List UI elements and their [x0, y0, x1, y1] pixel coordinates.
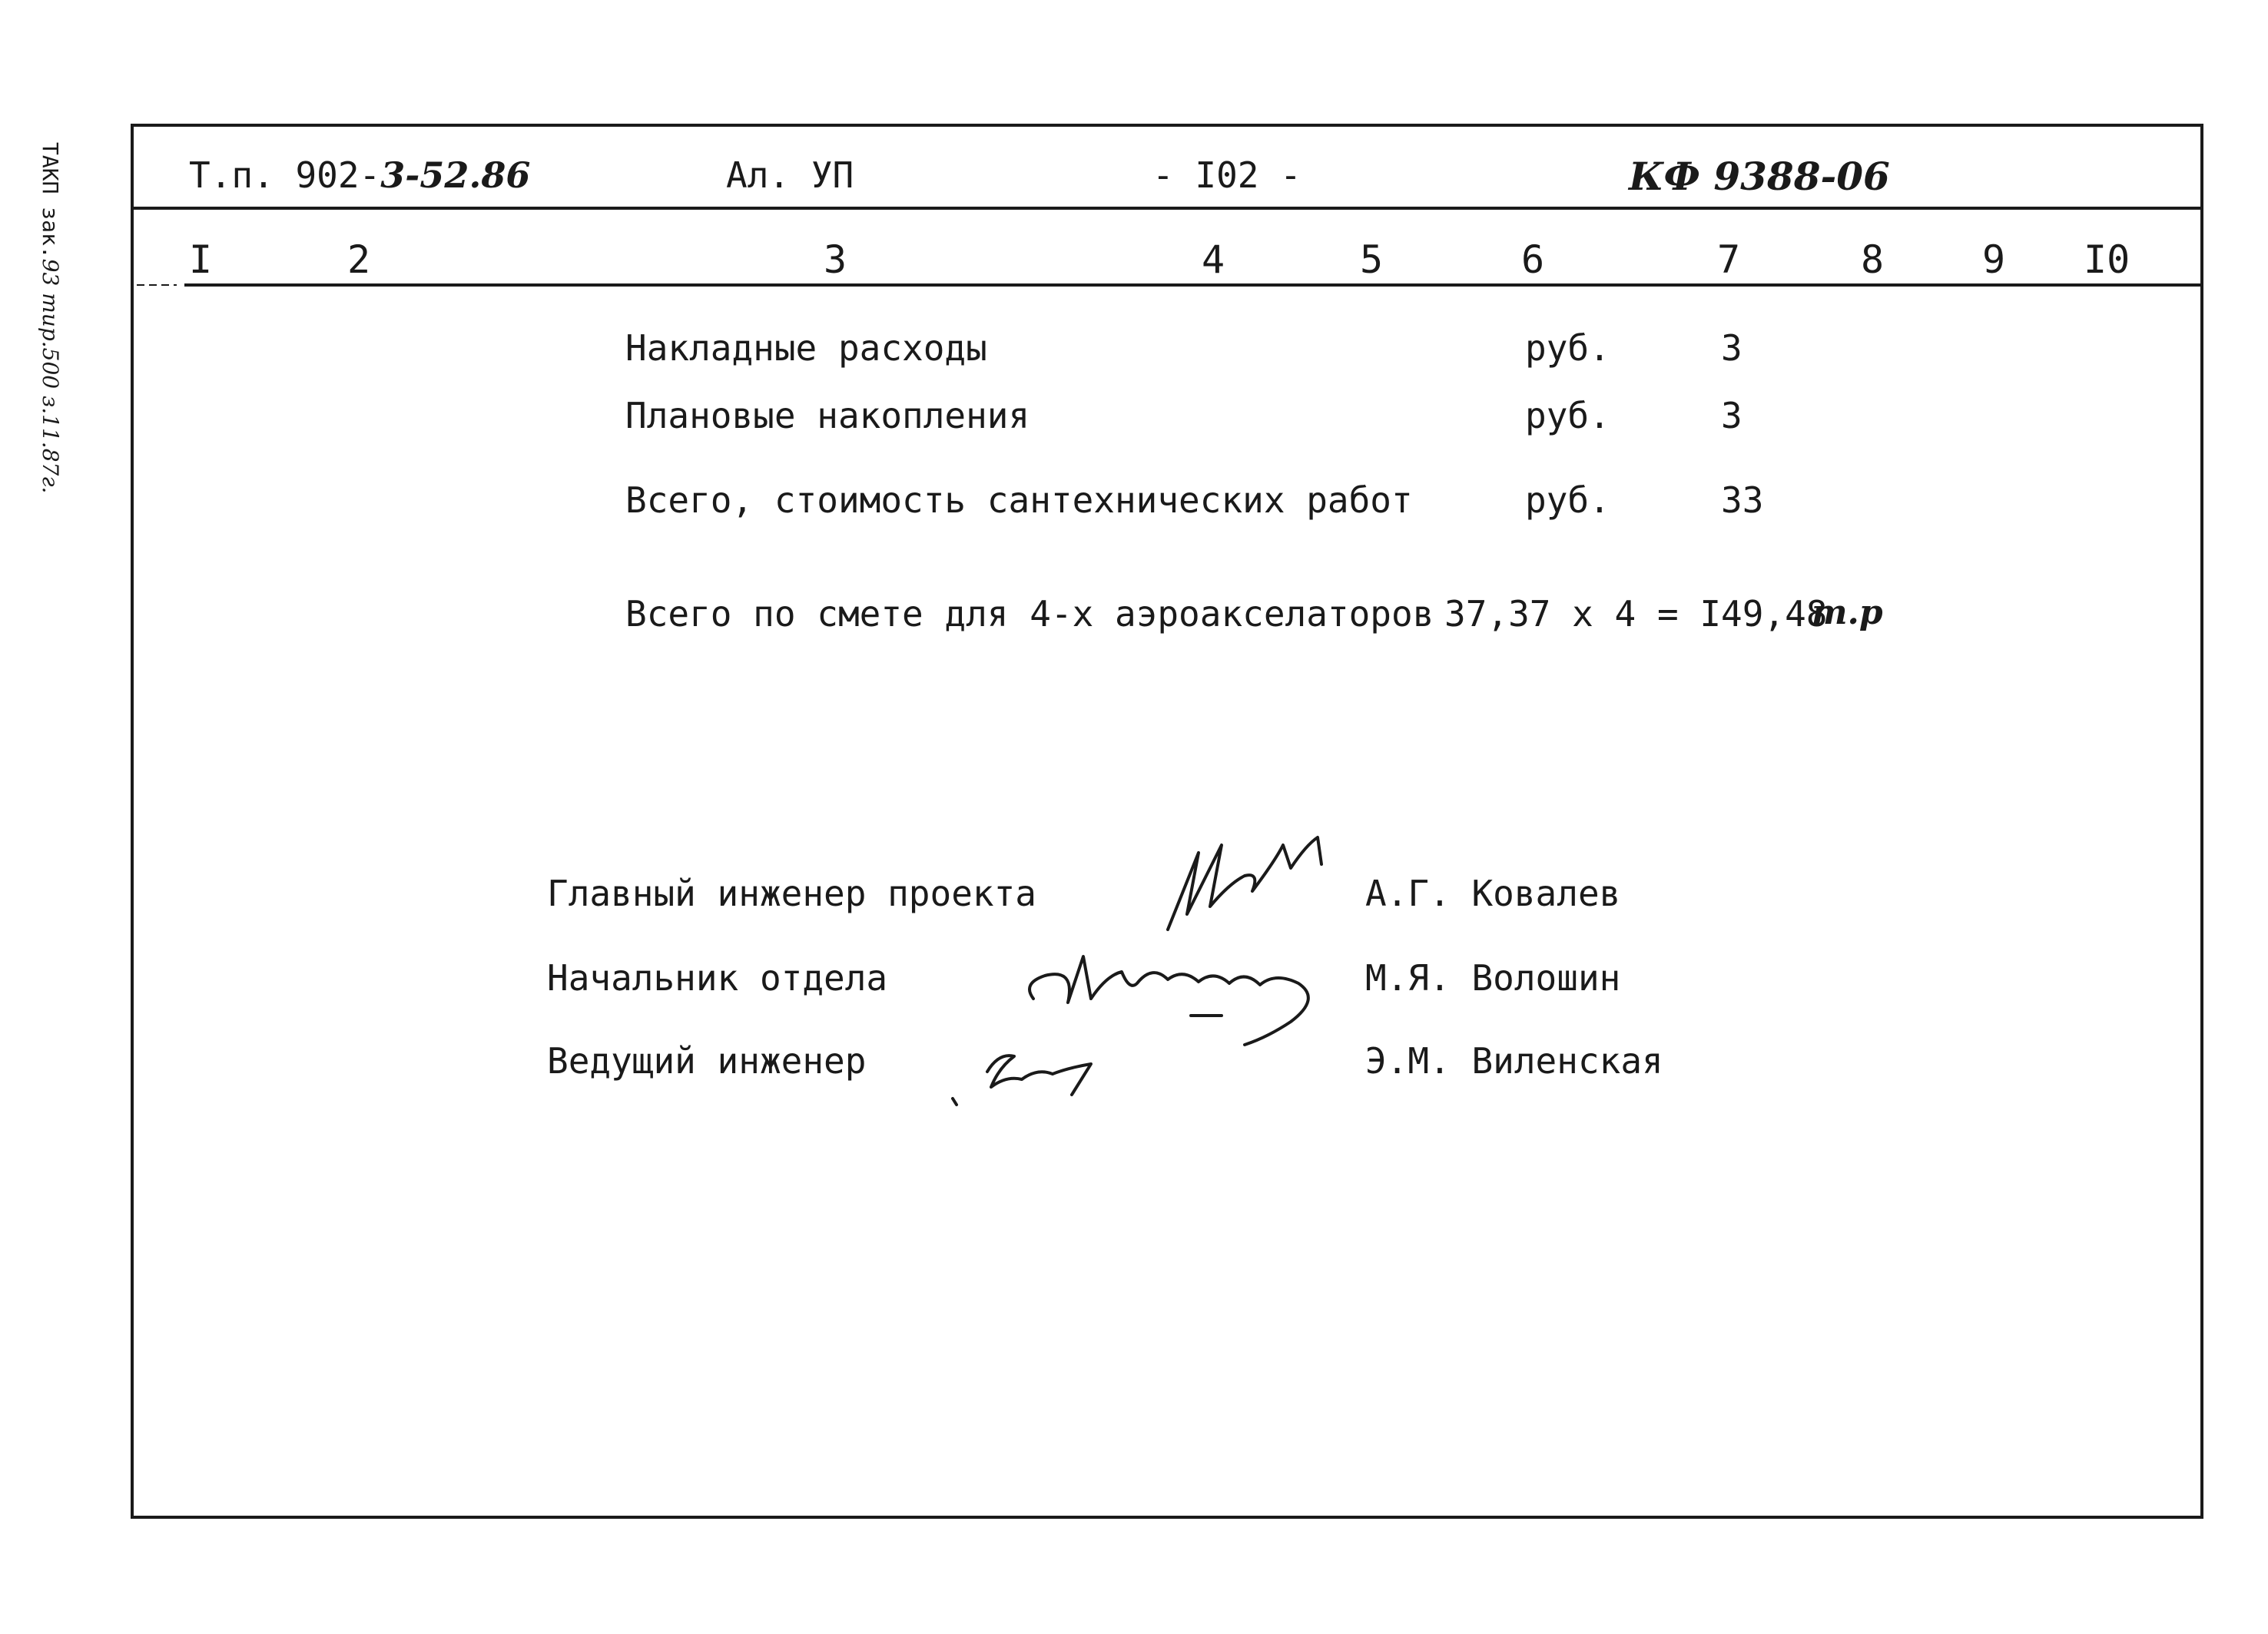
column-number: 6 [1521, 237, 1545, 282]
stamp-handwritten: 93 тир.500 з.11.87г. [38, 258, 63, 494]
row-unit: руб. [1525, 395, 1610, 436]
total-label: Всего по смете для 4-х аэроакселаторов [625, 593, 1434, 635]
row-name: Всего, стоимость сантехнических работ [625, 479, 1413, 521]
column-number: 2 [347, 237, 371, 282]
column-number: 7 [1717, 237, 1741, 282]
row-unit: руб. [1525, 327, 1610, 369]
signature-name: М.Я. Волошин [1365, 957, 1621, 999]
signature-role: Ведущий инженер [547, 1040, 867, 1082]
column-number: 5 [1360, 237, 1384, 282]
page-number: - I02 - [1152, 154, 1301, 196]
row-value: 3 [1721, 327, 1742, 369]
column-number: I [189, 237, 213, 282]
column-number: 3 [824, 237, 847, 282]
column-number: 9 [1982, 237, 2006, 282]
signature-role: Главный инженер проекта [547, 873, 1036, 914]
signature-name: Э.М. Виленская [1365, 1040, 1663, 1082]
signature-vilenskaya [953, 1056, 1091, 1105]
column-number: 8 [1861, 237, 1885, 282]
row-name: Плановые накопления [625, 395, 1030, 436]
album-label: Ал. УП [726, 154, 854, 196]
total-formula: 37,37 x 4 = I49,48 [1444, 593, 1828, 635]
document-code: КФ 9388-06 [1629, 154, 1890, 199]
column-number: I0 [2084, 237, 2130, 282]
row-value: 3 [1721, 395, 1742, 436]
row-unit: руб. [1525, 479, 1610, 521]
signature-kovalev [1168, 837, 1321, 930]
row-value: 33 [1721, 479, 1764, 521]
signature-name: А.Г. Ковалев [1365, 873, 1621, 914]
column-number: 4 [1202, 237, 1225, 282]
signature-role: Начальник отдела [547, 957, 888, 999]
stamp-printed: ТАКП зак. [38, 142, 63, 259]
row-name: Накладные расходы [625, 327, 987, 369]
doc-number: Т.п. 902-3-52.86 [189, 154, 531, 196]
total-unit: т.р [1812, 593, 1883, 632]
signature-voloshin [1030, 956, 1308, 1045]
